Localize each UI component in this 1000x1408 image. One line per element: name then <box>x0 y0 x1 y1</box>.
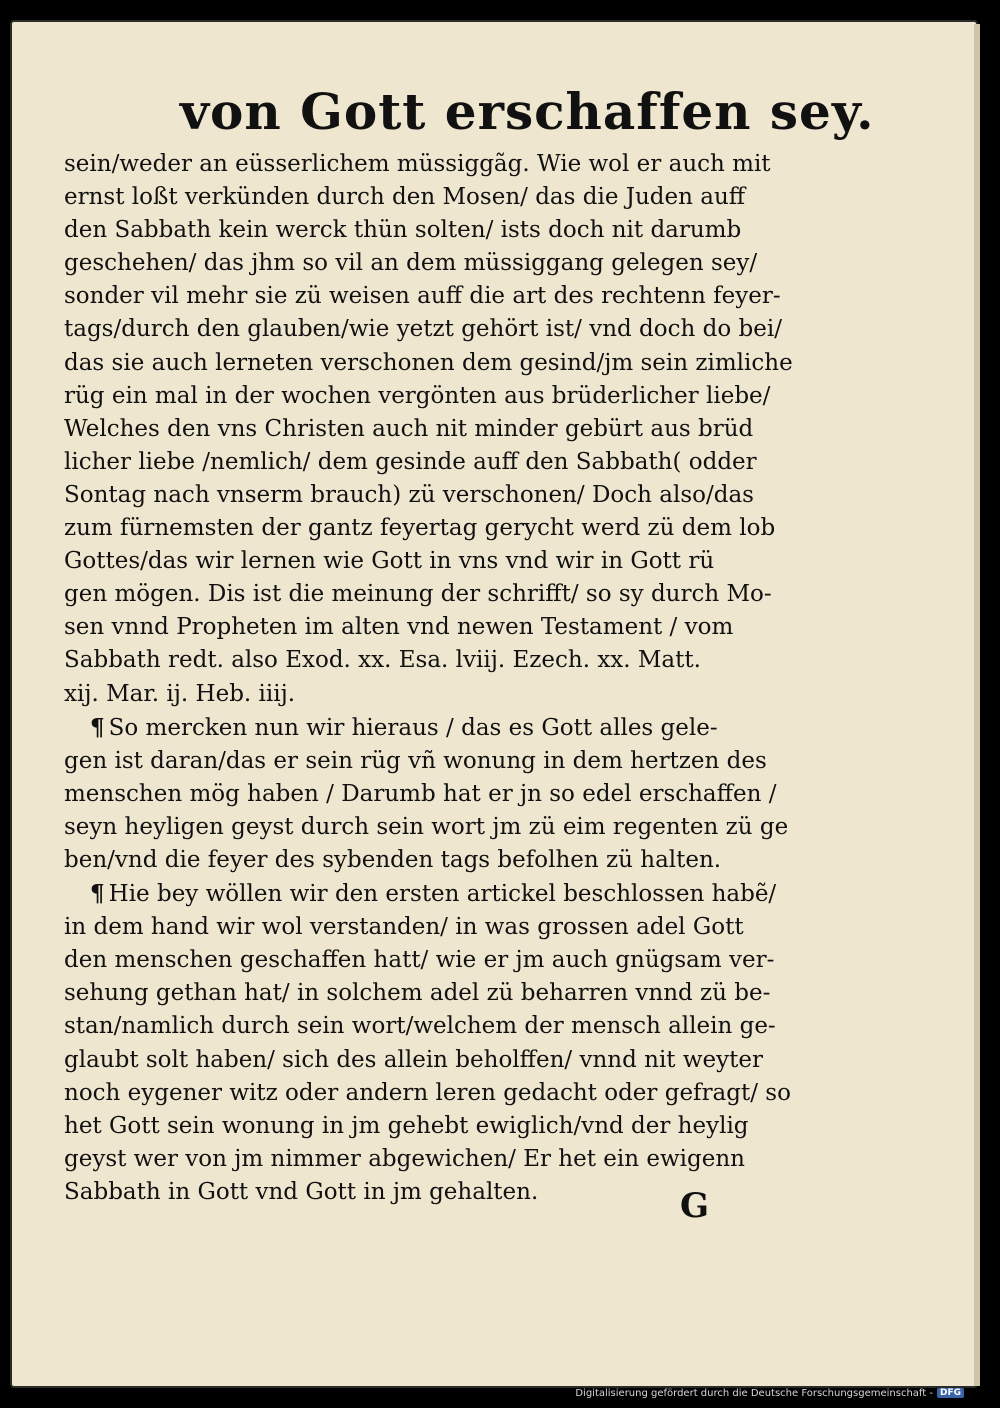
text-line-first <box>64 711 808 745</box>
text-line: das sie auch lerneten verschonen dem gesind/jm sein zimliche <box>64 349 793 376</box>
text-line: gen ist daran/das er sein rüg vñ wonung in dem hertzen des <box>64 747 767 774</box>
text-line-first <box>64 877 808 911</box>
footer-text: Digitalisierung gefördert durch die Deutsche Forschungsgemeinschaft - <box>575 1388 933 1399</box>
text-line: Sabbath in Gott vnd Gott in jm gehalten. <box>64 1178 539 1205</box>
text-line: den Sabbath kein werck thün solten/ ists doch nit darumb <box>64 217 742 244</box>
text-line: rüg ein mal in der wochen vergönten aus brüderlicher liebe/ <box>64 382 771 409</box>
text-line: xij. Mar. ij. Heb. iiij. <box>64 680 296 707</box>
text-line: noch eygener witz oder andern leren gedacht oder gefragt/ so <box>64 1079 791 1106</box>
paragraph-2 <box>64 711 808 877</box>
text-line: licher liebe /nemlich/ dem gesinde auff den Sabbath( odder <box>64 448 757 475</box>
text-line-content: So mercken nun wir hieraus / das es Gott alles gele- <box>108 714 718 741</box>
text-line: Sontag nach vnserm brauch) zü verschonen/ Doch also/das <box>64 481 754 508</box>
text-line: den menschen geschaffen hatt/ wie er jm auch gnügsam ver- <box>64 947 775 974</box>
text-line: sonder vil mehr sie zü weisen auff die art des rechtenn feyer- <box>64 283 781 310</box>
signature-mark: G <box>680 1186 710 1226</box>
text-line: ernst loßt verkünden durch den Mosen/ das die Juden auff <box>64 184 746 211</box>
text-line: sein/weder an eüsserlichem müssiggãg. Wie wol er auch mit <box>64 151 771 177</box>
text-line: stan/namlich durch sein wort/welchem der mensch allein ge- <box>64 1013 776 1040</box>
text-line: tags/durch den glauben/wie yetzt gehört ist/ vnd doch do bei/ <box>64 316 782 343</box>
pilcrow-mark: ¶ <box>90 880 105 908</box>
running-head: von Gott erschaffen sey. <box>180 82 875 141</box>
footer-credit <box>575 1388 964 1399</box>
text-line: Welches den vns Christen auch nit minder gebürt aus brüd <box>64 415 754 442</box>
page-edge <box>974 24 980 1386</box>
body-text <box>64 148 808 1209</box>
text-line: geschehen/ das jhm so vil an dem müssiggang gelegen sey/ <box>64 250 758 277</box>
text-line: het Gott sein wonung in jm gehebt ewiglich/vnd der heylig <box>64 1112 749 1139</box>
text-line: seyn heyligen geyst durch sein wort jm zü eim regenten zü ge <box>64 813 789 840</box>
text-line: sehung gethan hat/ in solchem adel zü beharren vnnd zü be- <box>64 980 771 1007</box>
pilcrow-mark: ¶ <box>90 713 105 741</box>
text-line: glaubt solt haben/ sich des allein beholffen/ vnnd nit weyter <box>64 1046 763 1073</box>
text-line: geyst wer von jm nimmer abgewichen/ Er het ein ewigenn <box>64 1145 745 1172</box>
dfg-logo: DFG <box>937 1388 964 1398</box>
paragraph-3 <box>64 877 808 1209</box>
text-line: in dem hand wir wol verstanden/ in was grossen adel Gott <box>64 914 744 941</box>
text-line: gen mögen. Dis ist die meinung der schrifft/ so sy durch Mo- <box>64 581 772 608</box>
paragraph-1 <box>64 148 808 711</box>
text-line: Gottes/das wir lernen wie Gott in vns vnd wir in Gott rü <box>64 548 715 575</box>
text-line-content: Hie bey wöllen wir den ersten artickel beschlossen habẽ/ <box>108 881 777 908</box>
text-line: ben/vnd die feyer des sybenden tags befolhen zü halten. <box>64 846 722 873</box>
text-line: menschen mög haben / Darumb hat er jn so edel erschaffen / <box>64 780 777 807</box>
text-line: zum fürnemsten der gantz feyertag gerycht werd zü dem lob <box>64 515 776 542</box>
text-line: sen vnnd Propheten im alten vnd newen Testament / vom <box>64 614 734 641</box>
text-line: Sabbath redt. also Exod. xx. Esa. lviij. Ezech. xx. Matt. <box>64 647 701 674</box>
